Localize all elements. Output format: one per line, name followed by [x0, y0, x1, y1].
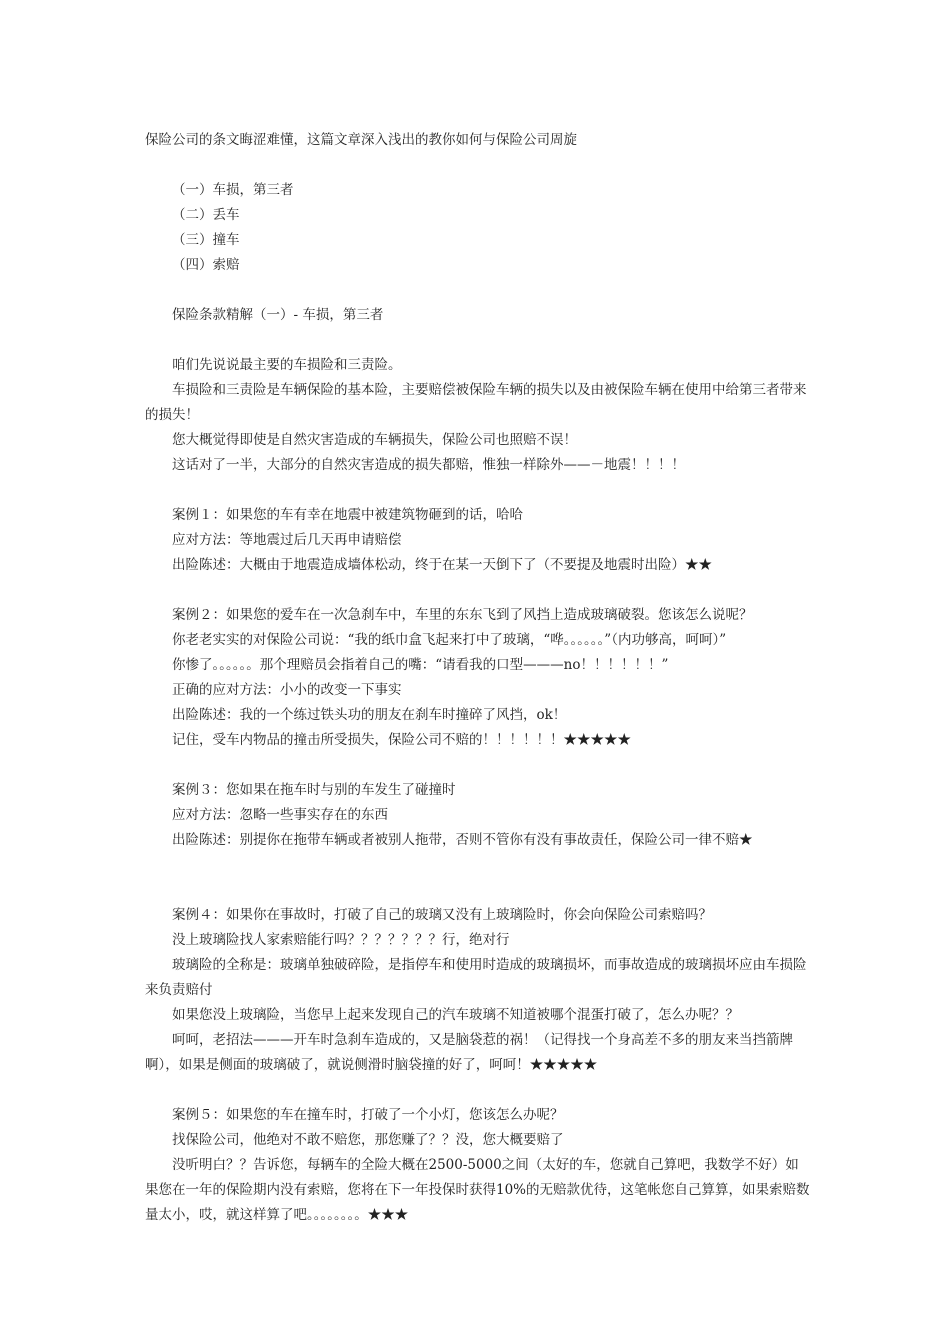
overview-block	[145, 353, 810, 478]
paragraph: 出险陈述：别提你在拖带车辆或者被别人拖带，否则不管你有没有事故责任，保险公司一律不赔★	[172, 832, 753, 848]
paragraph: 没上玻璃险找人家索赔能行吗？？？？？？？行，绝对行	[172, 932, 510, 948]
toc-item: （四）索赔	[172, 257, 240, 273]
paragraph: 找保险公司，他绝对不敢不赔您，那您赚了？？没，您大概要赔了	[172, 1132, 564, 1148]
spacer	[145, 278, 810, 303]
section-title: 保险条款精解（一）- 车损，第三者	[172, 307, 384, 323]
paragraph: 如果您没上玻璃险，当您早上起来发现自己的汽车玻璃不知道被哪个混蛋打破了，怎么办呢？？	[172, 1007, 739, 1023]
paragraph: 没听明白？？告诉您，每辆车的全险大概在2500-5000之间（太好的车，您就自己算吧，我数学不好）如果您在一年的保险期内没有索赔，您将在下一年投保时获得10%的无赔款优待，这笔帐您自己算算，如果索赔数量太小，哎，就这样算了吧。。。。。。。。★★★	[145, 1157, 810, 1223]
case-2	[145, 603, 810, 753]
paragraph: 出险陈述：大概由于地震造成墙体松动，终于在某一天倒下了（不要提及地震时出险）★★	[172, 557, 712, 573]
spacer	[145, 1078, 810, 1103]
toc-item: （三）撞车	[172, 232, 240, 248]
paragraph: 出险陈述：我的一个练过铁头功的朋友在刹车时撞碎了风挡，ok！	[172, 707, 567, 723]
spacer	[145, 853, 810, 903]
paragraph: 你惨了。。。。。。那个理赔员会指着自己的嘴：“请看我的口型———no！！！！！！”	[172, 657, 669, 673]
spacer	[145, 753, 810, 778]
paragraph: 这话对了一半，大部分的自然灾害造成的损失都赔，惟独一样除外——－地震！！！！	[172, 457, 685, 473]
intro-line: 保险公司的条文晦涩难懂，这篇文章深入浅出的教你如何与保险公司周旋	[145, 132, 577, 148]
case-3	[145, 778, 810, 853]
paragraph: 呵呵，老招法———开车时急刹车造成的，又是脑袋惹的祸！（记得找一个身高差不多的朋友来当挡箭牌啊），如果是侧面的玻璃破了，就说侧滑时脑袋撞的好了，呵呵！★★★★★	[145, 1032, 793, 1073]
case-4	[145, 903, 810, 1078]
paragraph: 应对方法：等地震过后几天再申请赔偿	[172, 532, 402, 548]
spacer	[145, 328, 810, 353]
case-heading: 案例１：如果您的车有幸在地震中被建筑物砸到的话，哈哈	[172, 507, 523, 523]
document-body	[145, 128, 810, 1228]
paragraph: 车损险和三责险是车辆保险的基本险，主要赔偿被保险车辆的损失以及由被保险车辆在使用中给第三者带来的损失！	[145, 382, 807, 423]
case-5	[145, 1103, 810, 1228]
paragraph: 咱们先说说最主要的车损险和三责险。	[172, 357, 402, 373]
case-heading: 案例２：如果您的爱车在一次急刹车中，车里的东东飞到了风挡上造成玻璃破裂。您该怎么说呢？	[172, 607, 753, 623]
paragraph: 你老老实实的对保险公司说：“我的纸巾盒飞起来打中了玻璃，“哗。。。。。。”（内功够高，呵呵）”	[172, 632, 727, 648]
paragraph: 应对方法：忽略一些事实存在的东西	[172, 807, 388, 823]
paragraph: 正确的应对方法：小小的改变一下事实	[172, 682, 402, 698]
case-heading: 案例３：您如果在拖车时与别的车发生了碰撞时	[172, 782, 456, 798]
paragraph: 记住，受车内物品的撞击所受损失，保险公司不赔的！！！！！！★★★★★	[172, 732, 631, 748]
case-heading: 案例５：如果您的车在撞车时，打破了一个小灯，您该怎么办呢？	[172, 1107, 564, 1123]
paragraph: 您大概觉得即使是自然灾害造成的车辆损失，保险公司也照赔不误！	[172, 432, 577, 448]
toc-item: （二）丢车	[172, 207, 240, 223]
spacer	[145, 578, 810, 603]
paragraph: 玻璃险的全称是：玻璃单独破碎险，是指停车和使用时造成的玻璃损坏，而事故造成的玻璃损坏应由车损险来负责赔付	[145, 957, 807, 998]
spacer	[145, 153, 810, 178]
spacer	[145, 478, 810, 503]
toc-item: （一）车损，第三者	[172, 182, 294, 198]
case-heading: 案例４：如果你在事故时，打破了自己的玻璃又没有上玻璃险时，你会向保险公司索赔吗？	[172, 907, 712, 923]
table-of-contents	[145, 178, 810, 278]
case-1	[145, 503, 810, 578]
